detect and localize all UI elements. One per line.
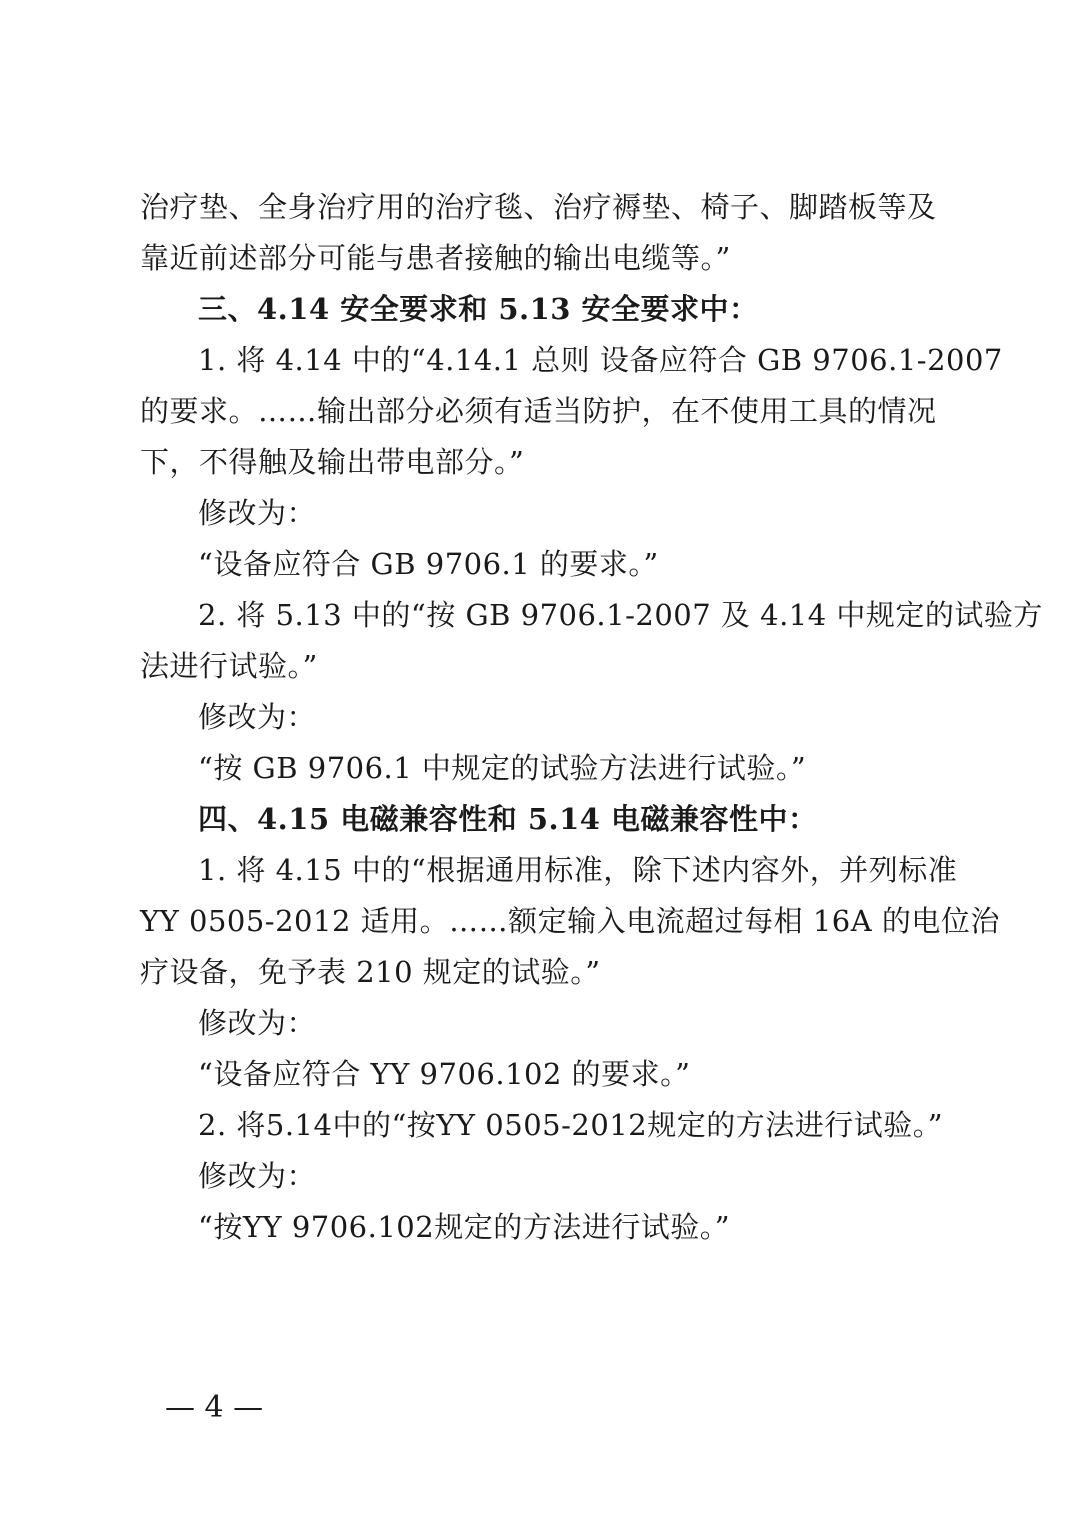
body-text-line: YY 0505-2012 适用。……额定输入电流超过每相 16A 的电位治 bbox=[140, 904, 1000, 938]
section-heading-3: 三、4.14 安全要求和 5.13 安全要求中： bbox=[198, 292, 759, 326]
body-text-line: 1. 将 4.14 中的“4.14.1 总则 设备应符合 GB 9706.1-2007 bbox=[198, 343, 1003, 377]
body-text-line: 修改为： bbox=[198, 1159, 317, 1193]
body-text-line: 下，不得触及输出带电部分。” bbox=[140, 445, 525, 479]
body-text-line: 修改为： bbox=[198, 496, 317, 530]
body-text-line: 靠近前述部分可能与患者接触的输出电缆等。” bbox=[140, 241, 731, 275]
page-number: — 4 — bbox=[165, 1390, 264, 1425]
body-text-line: 治疗垫、全身治疗用的治疗毯、治疗褥垫、椅子、脚踏板等及 bbox=[140, 190, 937, 224]
body-text-line: “按 GB 9706.1 中规定的试验方法进行试验。” bbox=[198, 751, 807, 785]
body-text-line: 修改为： bbox=[198, 1006, 317, 1040]
body-text-line: 的要求。……输出部分必须有适当防护，在不使用工具的情况 bbox=[140, 394, 937, 428]
body-text-line: “按YY 9706.102规定的方法进行试验。” bbox=[198, 1210, 731, 1244]
body-text-line: “设备应符合 GB 9706.1 的要求。” bbox=[198, 547, 659, 581]
body-text-line: 1. 将 4.15 中的“根据通用标准，除下述内容外，并列标准 bbox=[198, 853, 958, 887]
body-text-line: 疗设备，免予表 210 规定的试验。” bbox=[140, 955, 601, 989]
section-heading-4: 四、4.15 电磁兼容性和 5.14 电磁兼容性中： bbox=[198, 802, 818, 836]
body-text-line: 法进行试验。” bbox=[140, 649, 318, 683]
body-text-line: 2. 将5.14中的“按YY 0505-2012规定的方法进行试验。” bbox=[198, 1108, 944, 1142]
body-text-line: “设备应符合 YY 9706.102 的要求。” bbox=[198, 1057, 691, 1091]
body-text-line: 2. 将 5.13 中的“按 GB 9706.1-2007 及 4.14 中规定的试验方 bbox=[198, 598, 1043, 632]
body-text-line: 修改为： bbox=[198, 700, 317, 734]
